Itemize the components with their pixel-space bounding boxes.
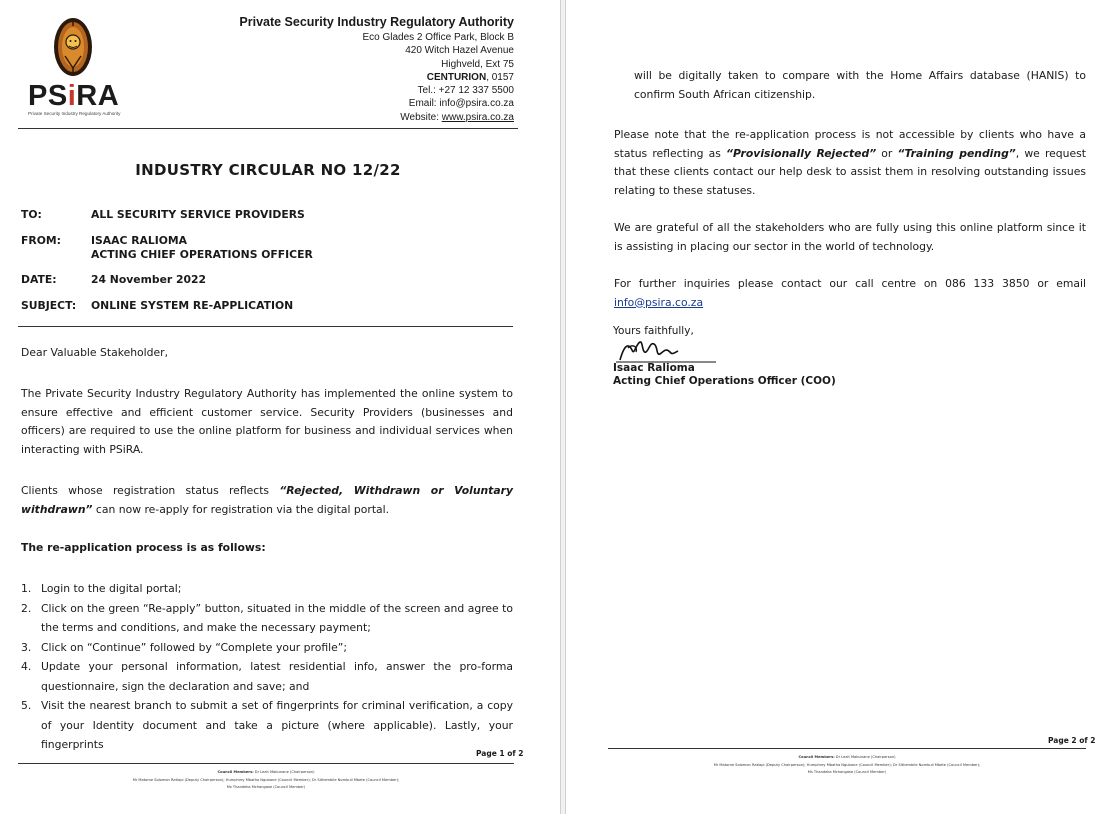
step-number: 3. [21,640,32,654]
logo-wordmark [28,80,128,113]
page-number: Page 2 of 2 [1048,736,1096,745]
to-value: ALL SECURITY SERVICE PROVIDERS [91,208,305,221]
list-item [21,696,513,755]
address-postcode: , 0157 [486,71,514,83]
subject-label: SUBJECT: [21,299,77,312]
document-page-2 [566,0,1112,814]
subject-value: ONLINE SYSTEM RE-APPLICATION [91,299,294,312]
address-line-1: Eco Glades 2 Office Park, Block B [362,32,514,43]
date-label: DATE: [21,273,57,286]
address-city-line [239,71,514,84]
paragraph-2 [21,482,513,519]
email: Email: info@psira.co.za [408,98,514,110]
signer-block [613,362,836,388]
telephone: Tel.: +27 12 337 5500 [417,85,514,97]
header-divider [18,326,513,327]
logo-text-suffix: RA [76,80,120,112]
meta-to [21,208,305,222]
council-members [18,769,514,792]
council-chair: Dr Leah Mabunane (Chairperson) [834,755,896,759]
list-item [21,657,513,696]
status-note-post: , we request that these clients contact our help desk to assist them in resolving outstanding issues relating to these statuses. [614,146,1087,197]
council-line-2: Mr Matome Solomon Ratlapi (Deputy Chairperson); Humphrey Mbatha Ngubane (Council Member); Dr Sithembile Nombuli Mbete (Council Member); [132,777,400,782]
inquiry-email-link[interactable]: info@psira.co.za [614,295,704,309]
salutation: Dear Valuable Stakeholder, [21,346,169,359]
list-item [21,599,513,638]
council-label: Council Members: [798,755,835,759]
inquiry-paragraph [614,275,1086,312]
date-value: 24 November 2022 [91,273,207,286]
council-line-3: Ms Thandeka Mchangase (Council Member) [807,770,887,774]
signer-title: Acting Chief Operations Officer (COO) [613,375,836,387]
step-text: Click on the green “Re-apply” button, situated in the middle of the screen and agree to the terms and conditions, and make the necessary payment; [41,601,513,634]
status-note-mid: or [876,146,898,160]
website-line [239,111,514,124]
address-line-3: Highveld, Ext 75 [441,58,514,70]
step-text: Click on “Continue” followed by “Complete your profile”; [41,640,347,654]
step-number: 2. [21,601,32,615]
logo-text-prefix: PS [28,80,68,112]
step-number: 4. [21,660,32,673]
website-link[interactable]: www.psira.co.za [441,111,514,123]
council-chair: Dr Leah Mabunane (Chairperson) [253,770,315,774]
signer-name: Isaac Ralioma [613,362,695,374]
paragraph-2-statuses: “Rejected, Withdrawn or Voluntary withdrawn” [21,484,513,516]
paragraph-2-post: can now re-apply for registration via the digital portal. [92,502,390,516]
website-label: Website: [400,111,442,123]
council-line-1 [608,754,1086,762]
step-text: Login to the digital portal; [41,582,182,595]
council-line-3: Ms Thandeka Mchangase (Council Member) [226,785,306,789]
process-heading: The re-application process is as follows: [21,541,266,554]
status-training-pending: “Training pending” [897,146,1016,160]
step-text: Update your personal information, latest residential info, answer the pro-forma questionnaire, sign the declaration and save; and [41,660,513,693]
address-city: CENTURION [426,71,487,83]
council-line-1 [18,769,514,777]
circular-title: INDUSTRY CIRCULAR NO 12/22 [135,161,401,179]
logo-text-i: i [67,80,77,112]
from-title: ACTING CHIEF OPERATIONS OFFICER [91,248,313,261]
paragraph-2-pre: Clients whose registration status reflects [21,484,280,497]
logo-subtitle: Private Security Industry Regulatory Authority [28,111,121,116]
to-label: TO: [21,208,42,221]
footer-divider [18,763,514,764]
council-label: Council Members: [217,770,254,774]
list-item [21,579,513,599]
grateful-paragraph: We are grateful of all the stakeholders who are fully using this online platform since it is assisting in placing our sector in the world of technology. [614,221,1086,253]
status-note-pre: Please note that the re-application process is not accessible by clients who have a status reflecting as [614,128,1086,160]
footer-divider [608,748,1086,749]
closing: Yours faithfully, [613,325,694,337]
letterhead-divider [18,128,518,129]
council-members [608,754,1086,777]
from-label: FROM: [21,234,61,247]
inquiry-text: For further inquiries please contact our call centre on 086 133 3850 or email [614,277,1086,290]
psira-logo [28,16,128,116]
continuation-text: will be digitally taken to compare with the Home Affairs database (HANIS) to confirm South African citizenship. [634,69,1086,101]
process-steps-list [21,579,513,755]
status-note-paragraph [614,126,1086,200]
from-value [91,234,313,262]
step-text: Visit the nearest branch to submit a set of fingerprints for criminal verification, a copy of your Identity document and take a picture (where applicable). Lastly, your fingerprints [41,699,513,751]
list-item [21,638,513,658]
council-line-2: Mr Matome Solomon Ratlapi (Deputy Chairperson); Humphrey Mbatha Ngubane (Council Member); Dr Sithembile Nombuli Mbete (Council Member); [713,762,981,767]
meta-from [21,234,313,262]
step-number: 5. [21,699,32,712]
from-name: ISAAC RALIOMA [91,234,188,247]
letterhead-address [239,14,514,124]
org-name: Private Security Industry Regulatory Authority [239,15,514,29]
signature [616,336,721,364]
meta-date [21,273,206,287]
page-number: Page 1 of 2 [476,749,524,758]
meta-subject [21,299,293,313]
psira-crest-icon [52,16,94,78]
status-provisionally-rejected: “Provisionally Rejected” [726,146,877,160]
address-line-2: 420 Witch Hazel Avenue [405,45,514,57]
paragraph-1: The Private Security Industry Regulatory Authority has implemented the online system to ensure effective and efficient customer service. Security Providers (businesses and officers) are required to use the online platform for business and individual services when interacting with PSiRA. [21,387,513,456]
step-number: 1. [21,582,32,595]
